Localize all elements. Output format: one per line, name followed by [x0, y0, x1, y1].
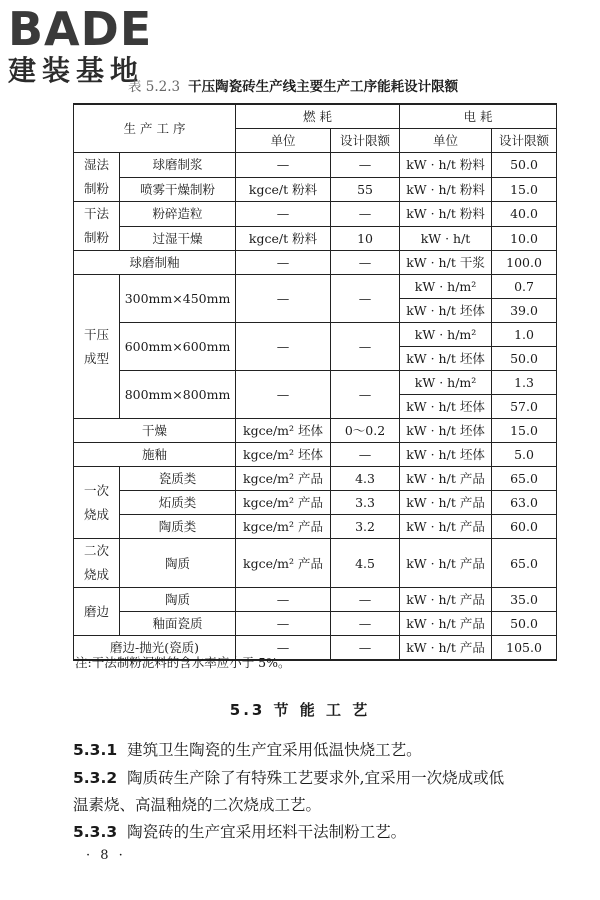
logo-subtitle: 建装基地 [8, 54, 145, 87]
table-row [74, 491, 557, 515]
elec-unit: kW · h/t 干浆 [400, 251, 492, 275]
elec-unit: kW · h/t 产品 [400, 588, 492, 612]
elec-limit: 15.0 [492, 419, 557, 443]
fuel-unit: — [236, 371, 331, 419]
clause [73, 737, 573, 763]
group-dry: 干法制粉 [74, 202, 120, 251]
group-twice: 二次烧成 [74, 539, 120, 588]
clause-text: 陶瓷砖的生产宜采用坯料干法制粉工艺。 [127, 823, 407, 841]
elec-limit: 63.0 [492, 491, 557, 515]
table-row [74, 371, 557, 395]
fuel-limit: — [331, 636, 400, 661]
elec-limit: 1.0 [492, 323, 557, 347]
elec-limit: 39.0 [492, 299, 557, 323]
fuel-limit: 3.2 [331, 515, 400, 539]
elec-unit: kW · h/t 粉料 [400, 153, 492, 178]
fuel-unit: — [236, 612, 331, 636]
elec-limit: 100.0 [492, 251, 557, 275]
process-name: 瓷质类 [120, 467, 236, 491]
table-row [74, 251, 557, 275]
fuel-unit: kgce/t 粉料 [236, 177, 331, 202]
elec-unit: kW · h/t 产品 [400, 636, 492, 661]
fuel-unit: kgce/m² 坯体 [236, 419, 331, 443]
fuel-unit: — [236, 251, 331, 275]
elec-unit: kW · h/t [400, 226, 492, 251]
elec-limit: 60.0 [492, 515, 557, 539]
fuel-limit: — [331, 443, 400, 467]
table-row [74, 177, 557, 202]
elec-unit: kW · h/t 产品 [400, 515, 492, 539]
table-row [74, 443, 557, 467]
fuel-unit: kgce/m² 产品 [236, 491, 331, 515]
group-wet: 湿法制粉 [74, 153, 120, 202]
group-once: 一次烧成 [74, 467, 120, 539]
clause-text: 陶质砖生产除了有特殊工艺要求外,宜采用一次烧成或低 [127, 769, 505, 787]
size-name: 800mm×800mm [120, 371, 236, 419]
process-name: 球磨制釉 [74, 251, 236, 275]
process-name: 陶质 [120, 588, 236, 612]
header-electric: 电 耗 [400, 104, 557, 129]
fuel-limit: 55 [331, 177, 400, 202]
table-row [74, 202, 557, 227]
fuel-limit: — [331, 323, 400, 371]
elec-limit: 10.0 [492, 226, 557, 251]
elec-limit: 50.0 [492, 347, 557, 371]
elec-unit: kW · h/t 产品 [400, 467, 492, 491]
elec-unit: kW · h/t 粉料 [400, 202, 492, 227]
header-elec-limit: 设计限额 [492, 129, 557, 153]
table-row [74, 323, 557, 347]
header-process: 生 产 工 序 [74, 104, 236, 153]
clause-text: 温素烧、高温釉烧的二次烧成工艺。 [73, 796, 322, 814]
fuel-unit: — [236, 202, 331, 227]
elec-limit: 1.3 [492, 371, 557, 395]
fuel-unit: kgce/m² 产品 [236, 467, 331, 491]
fuel-unit: kgce/m² 产品 [236, 539, 331, 588]
header-fuel-limit: 设计限额 [331, 129, 400, 153]
fuel-limit: — [331, 612, 400, 636]
process-name: 干燥 [74, 419, 236, 443]
fuel-limit: — [331, 202, 400, 227]
clause-text: 建筑卫生陶瓷的生产宜采用低温快烧工艺。 [127, 741, 422, 759]
process-name: 炻质类 [120, 491, 236, 515]
group-press: 干压成型 [74, 275, 120, 419]
elec-limit: 65.0 [492, 539, 557, 588]
elec-unit: kW · h/t 坯体 [400, 419, 492, 443]
publisher-logo [8, 4, 178, 88]
fuel-limit: — [331, 588, 400, 612]
header-fuel-unit: 单位 [236, 129, 331, 153]
fuel-limit: — [331, 275, 400, 323]
elec-limit: 50.0 [492, 612, 557, 636]
elec-unit: kW · h/t 产品 [400, 491, 492, 515]
elec-unit: kW · h/m² [400, 275, 492, 299]
table-number: 表 5.2.3 [128, 79, 181, 95]
fuel-unit: kgce/t 粉料 [236, 226, 331, 251]
elec-unit: kW · h/m² [400, 371, 492, 395]
elec-limit: 35.0 [492, 588, 557, 612]
fuel-unit: — [236, 153, 331, 178]
group-edge: 磨边 [74, 588, 120, 636]
clause [73, 819, 573, 845]
size-name: 600mm×600mm [120, 323, 236, 371]
process-name: 陶质类 [120, 515, 236, 539]
table-row [74, 467, 557, 491]
clause-number: 5.3.1 [73, 741, 118, 759]
table-row [74, 515, 557, 539]
clause [73, 765, 573, 791]
table-row [74, 419, 557, 443]
page-number: · 8 · [86, 848, 126, 863]
fuel-unit: kgce/m² 坯体 [236, 443, 331, 467]
size-name: 300mm×450mm [120, 275, 236, 323]
section-title: 5.3 节 能 工 艺 [229, 701, 371, 719]
elec-limit: 40.0 [492, 202, 557, 227]
elec-unit: kW · h/t 坯体 [400, 299, 492, 323]
fuel-limit: 3.3 [331, 491, 400, 515]
fuel-limit: — [331, 371, 400, 419]
logo-brand: BADE [8, 2, 153, 56]
fuel-unit: — [236, 588, 331, 612]
clause-number: 5.3.3 [73, 823, 118, 841]
table-title: 干压陶瓷砖生产线主要生产工序能耗设计限额 [188, 79, 459, 95]
elec-unit: kW · h/t 产品 [400, 539, 492, 588]
clause-continuation [73, 792, 573, 818]
table-caption [128, 78, 548, 96]
table-row [74, 539, 557, 588]
fuel-limit: 4.3 [331, 467, 400, 491]
table-row [74, 612, 557, 636]
process-name: 球磨制浆 [120, 153, 236, 178]
fuel-limit: 0～0.2 [331, 419, 400, 443]
elec-limit: 5.0 [492, 443, 557, 467]
fuel-limit: — [331, 153, 400, 178]
fuel-limit: 4.5 [331, 539, 400, 588]
elec-unit: kW · h/m² [400, 323, 492, 347]
elec-unit: kW · h/t 粉料 [400, 177, 492, 202]
elec-limit: 65.0 [492, 467, 557, 491]
elec-unit: kW · h/t 坯体 [400, 347, 492, 371]
elec-limit: 50.0 [492, 153, 557, 178]
table-row [74, 226, 557, 251]
elec-limit: 0.7 [492, 275, 557, 299]
clause-number: 5.3.2 [73, 769, 118, 787]
elec-unit: kW · h/t 产品 [400, 612, 492, 636]
elec-limit: 57.0 [492, 395, 557, 419]
table-row [74, 275, 557, 299]
table-row [74, 588, 557, 612]
elec-limit: 15.0 [492, 177, 557, 202]
process-name: 釉面瓷质 [120, 612, 236, 636]
fuel-unit: — [236, 323, 331, 371]
process-name: 磨边-抛光(瓷质) [74, 636, 236, 661]
header-fuel: 燃 耗 [236, 104, 400, 129]
fuel-unit: — [236, 275, 331, 323]
process-name: 过湿干燥 [120, 226, 236, 251]
table-row [74, 153, 557, 178]
header-elec-unit: 单位 [400, 129, 492, 153]
process-name: 施釉 [74, 443, 236, 467]
elec-limit: 105.0 [492, 636, 557, 661]
process-name: 粉碎造粒 [120, 202, 236, 227]
fuel-limit: — [331, 251, 400, 275]
fuel-unit: kgce/m² 产品 [236, 515, 331, 539]
energy-consumption-table [73, 103, 557, 661]
elec-unit: kW · h/t 坯体 [400, 395, 492, 419]
fuel-unit: — [236, 636, 331, 661]
elec-unit: kW · h/t 坯体 [400, 443, 492, 467]
table-note: 注:干法制粉泥料的含水率应小于 5%。 [75, 655, 291, 670]
process-name: 喷雾干燥制粉 [120, 177, 236, 202]
process-name: 陶质 [120, 539, 236, 588]
fuel-limit: 10 [331, 226, 400, 251]
